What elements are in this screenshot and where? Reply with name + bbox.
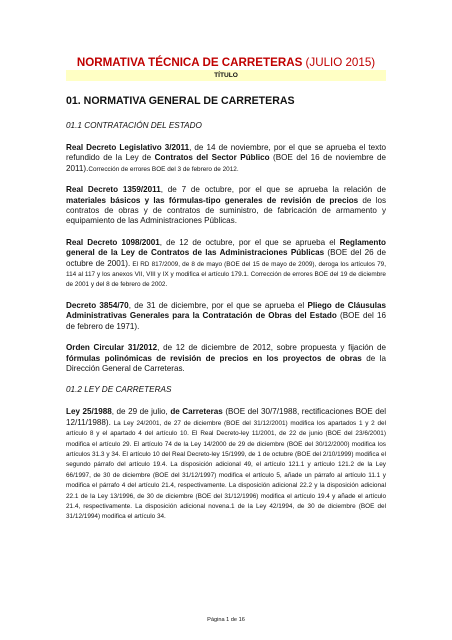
regulation-note: Corrección de errores BOE del 3 de febrero de 2012. xyxy=(88,165,239,173)
regulation-id: Real Decreto Legislativo 3/2011 xyxy=(66,143,190,152)
regulation-entry xyxy=(66,343,386,374)
regulation-text: (BOE del 16 de febrero de 1971). xyxy=(66,311,387,331)
regulation-subject: Contratos del Sector Público xyxy=(154,153,270,163)
document-title xyxy=(66,56,386,69)
regulation-text: , de 29 de julio, xyxy=(111,407,171,417)
subsection-heading-carreteras: 01.2 LEY DE CARRETERAS xyxy=(66,385,172,395)
regulation-entry xyxy=(66,143,386,174)
regulation-text: (BOE del 16 de noviembre de 2011). xyxy=(66,153,386,173)
regulation-note: El RD 817/2009, de 8 de mayo (BOE del 15 de mayo de 2009), deroga los artículos 79, 114 al 117 y los anexos VII, VIII y IX y modifica el artículo 179.1. Corrección de errores BOE del 19 de diciembre de 2001 y del 8 de febrero de 2002. xyxy=(66,260,386,289)
page-number: Página 1 de 16 xyxy=(207,617,245,623)
regulation-text: , de 12 de diciembre de 2012, sobre propuesta y fijación de xyxy=(157,343,386,353)
title-date: (JULIO 2015) xyxy=(302,56,376,69)
regulation-id: Real Decreto 1098/2001 xyxy=(66,237,160,247)
regulation-note: La Ley 24/2001, de 27 de diciembre (BOE del 31/12/2001) modifica los apartados 1 y 2 del artículo 8 y el apartado 4 del artículo 10. El Real Decreto-ley 11/2001, de 22 de junio (BOE del 23/6/2001) modifica el artículo 29. El artículo 74 de la Ley 14/2000 de 29 de diciembre (BOE del 30/12/2000) modifica los artículos 31.3 y 34. El artículo 10 del Real Decreto-ley 15/1999, de 1 de octubre (BOE del 2/10/1999) modifica el segundo párrafo del artículo 19.4. La disposición adicional 49, el artículo 121.1 y artículo 121.2 de la Ley 66/1997, de 30 de diciembre (BOE del 31/12/1997) modifica el artículo 5, añade un párrafo al artículo 11.1 y modifica el párrafo 4 del artículo 21.4, respectivamente. La disposición adicional 22.2 y la disposición adicional 22.1 de la Ley 13/1996, de 30 de diciembre (BOE del 31/12/1996) modifica el artículo 19.4 y añade el artículo 21.4, respectivamente. La disposición adicional novena.1 de la Ley 42/1994, de 30 de diciembre (BOE del 31/12/1994) modifica el artículo 34. xyxy=(66,419,386,521)
regulation-text: (BOE del 26 de octubre de 2001). xyxy=(66,248,386,268)
regulation-id: Decreto 3854/70 xyxy=(66,300,129,310)
regulation-text: de los contratos de obras y de contratos de suministro, de fabricación de armamento y equipamiento de las Administraciones Públicas. xyxy=(66,195,386,226)
regulation-entry xyxy=(66,301,386,332)
regulation-id: Real Decreto 1359/2011 xyxy=(66,185,161,195)
document-body xyxy=(66,95,386,533)
regulation-text: , de 12 de octubre, por el que se aprueba el xyxy=(159,237,340,247)
regulation-text: de la Dirección General de Carreteras. xyxy=(66,353,386,373)
regulation-text: , de 7 de octubre, por el que se aprueba la relación de xyxy=(160,185,386,195)
title-band: TÍTULO xyxy=(66,70,386,81)
regulation-entry xyxy=(66,407,386,521)
regulation-id: Orden Circular 31/2012 xyxy=(66,343,158,353)
regulation-subject: fórmulas polinómicas de revisión de precios en los proyectos de obras xyxy=(66,353,362,363)
regulation-id: Ley 25/1988 xyxy=(66,407,112,417)
regulation-subject: Reglamento general de la Ley de Contratos de las Administraciones Públicas xyxy=(66,237,386,258)
subsection-heading-contratacion: 01.1 CONTRATACIÓN DEL ESTADO xyxy=(66,121,202,130)
regulation-text: , de 14 de noviembre, por el que se aprueba el texto refundido de la Ley de xyxy=(66,143,386,163)
regulation-entry xyxy=(66,238,386,290)
regulation-subject: Pliego de Cláusulas Administrativas Generales para la Contratación de Obras del Estado xyxy=(66,300,386,321)
title-main: NORMATIVA TÉCNICA DE CARRETERAS xyxy=(76,56,303,69)
regulation-subject: de Carreteras xyxy=(170,407,223,417)
section-heading: 01. NORMATIVA GENERAL DE CARRETERAS xyxy=(66,95,295,107)
regulation-text: (BOE del 30/7/1988, rectificaciones BOE del 12/11/1988). xyxy=(66,407,387,427)
regulation-text: , de 31 de diciembre, por el que se aprueba el xyxy=(128,300,308,310)
regulation-entry xyxy=(66,185,386,227)
regulation-subject: materiales básicos y las fórmulas-tipo generales de revisión de precios xyxy=(66,195,359,205)
